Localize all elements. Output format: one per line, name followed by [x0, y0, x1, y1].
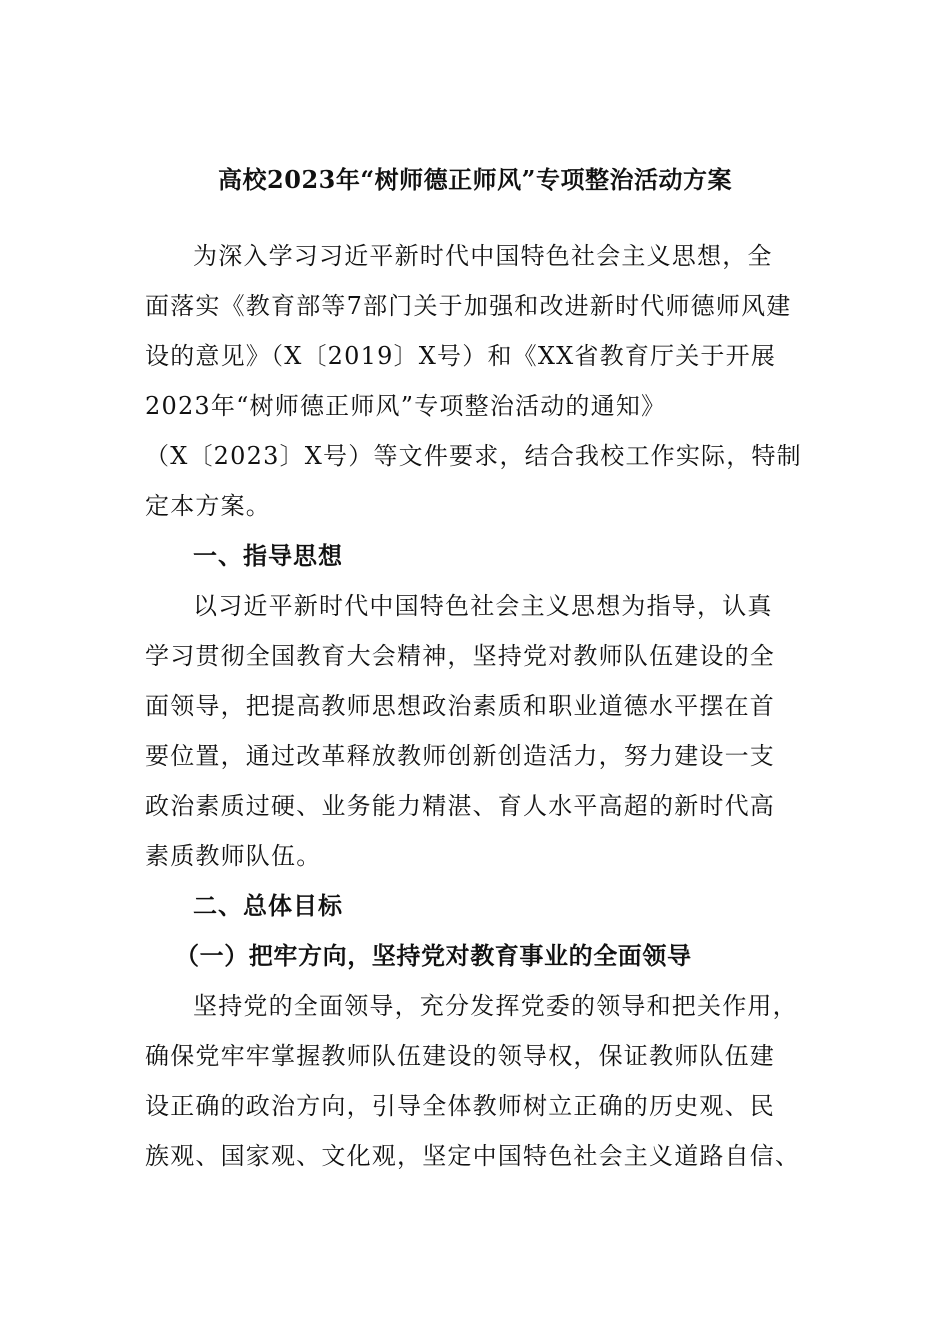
- section-heading-overall-goals: 二、总体目标: [193, 892, 343, 920]
- paragraph-line: 族观、国家观、文化观，坚定中国特色社会主义道路自信、: [145, 1142, 801, 1170]
- intro-line: 为深入学习习近平新时代中国特色社会主义思想，全: [193, 242, 773, 270]
- paragraph-line: 学习贯彻全国教育大会精神，坚持党对教师队伍建设的全: [145, 642, 775, 670]
- paragraph-line: 以习近平新时代中国特色社会主义思想为指导，认真: [193, 592, 773, 620]
- paragraph-line: 要位置，通过改革释放教师创新创造活力，努力建设一支: [145, 742, 775, 770]
- section-heading-guiding-ideology: 一、指导思想: [193, 542, 343, 570]
- intro-line: 2023年“树师德正师风”专项整治活动的通知》: [145, 392, 667, 420]
- paragraph-line: 设正确的政治方向，引导全体教师树立正确的历史观、民: [145, 1092, 775, 1120]
- intro-line: 定本方案。: [145, 492, 271, 520]
- paragraph-line: 政治素质过硬、业务能力精湛、育人水平高超的新时代高: [145, 792, 775, 820]
- intro-line: （X〔2023〕X号）等文件要求，结合我校工作实际，特制: [145, 442, 802, 470]
- subsection-heading: （一）把牢方向，坚持党对教育事业的全面领导: [175, 942, 692, 970]
- paragraph-line: 坚持党的全面领导，充分发挥党委的领导和把关作用，: [193, 992, 798, 1020]
- document-title: 高校2023年“树师德正师风”专项整治活动方案: [218, 165, 732, 194]
- paragraph-line: 素质教师队伍。: [145, 842, 322, 870]
- intro-line: 面落实《教育部等7部门关于加强和改进新时代师德师风建: [145, 292, 792, 320]
- paragraph-line: 面领导，把提高教师思想政治素质和职业道德水平摆在首: [145, 692, 775, 720]
- paragraph-line: 确保党牢牢掌握教师队伍建设的领导权，保证教师队伍建: [145, 1042, 775, 1070]
- intro-line: 设的意见》（X〔2019〕X号）和《XX省教育厅关于开展: [145, 342, 777, 370]
